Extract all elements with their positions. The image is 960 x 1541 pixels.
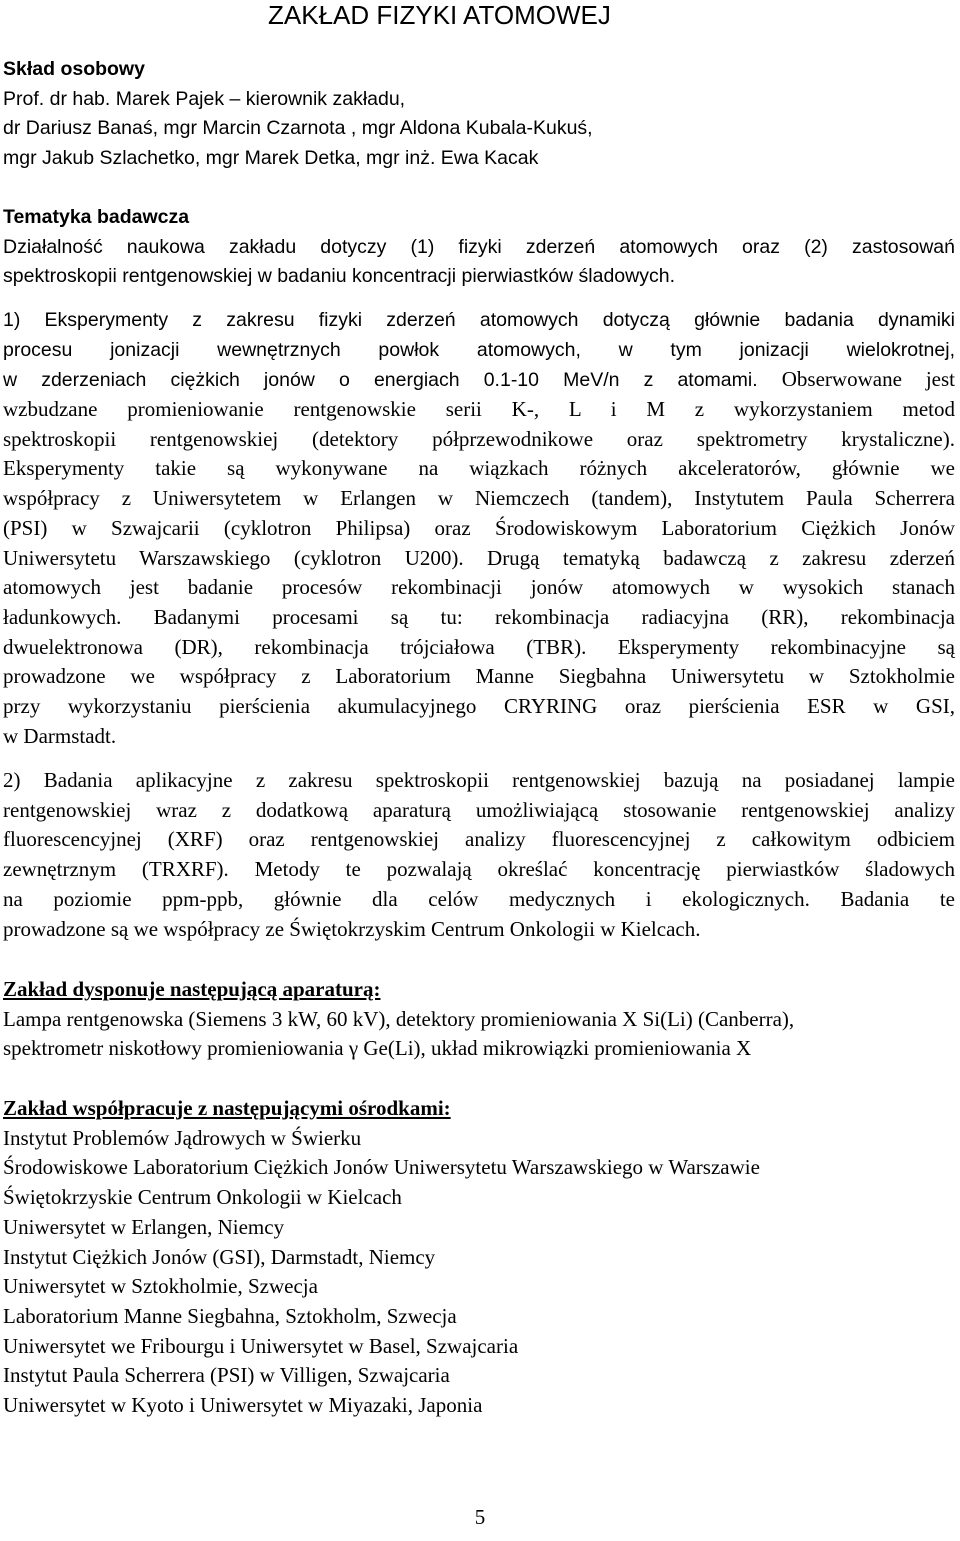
staff-line: dr Dariusz Banaś, mgr Marcin Czarnota , mgr Aldona Kubala-Kukuś, (3, 117, 593, 139)
cooperation-list-item: Uniwersytet w Erlangen, Niemcy (3, 1214, 285, 1239)
equipment-heading: Zakład dysponuje następującą aparaturą: (3, 977, 381, 1001)
paragraph-line: dwuelektronowa (DR), rekombinacja trójciałowa (TBR). Eksperymenty rekombinacyjne są (3, 634, 955, 659)
cooperation-list-item: Uniwersytet w Sztokholmie, Szwecja (3, 1274, 318, 1299)
paragraph-line: zewnętrznym (TRXRF). Metody te pozwalają określać koncentrację pierwiastków śladowych (3, 857, 955, 882)
equipment-section (3, 975, 955, 1064)
paragraph-line: prowadzone są we współpracy ze Świętokrzyskim Centrum Onkologii w Kielcach. (3, 916, 701, 941)
paragraph-line: 2) Badania aplikacyjne z zakresu spektroskopii rentgenowskiej bazują na posiadanej lampie (3, 768, 955, 792)
paragraph-line: Uniwersytetu Warszawskiego (cyklotron U200). Drugą tematyką badawczą z zakresu zderzeń (3, 545, 955, 570)
paragraph-line: 1) Eksperymenty z zakresu fizyki zderzeń atomowych dotyczą głównie badania dynamiki (3, 309, 955, 331)
cooperation-section (3, 1094, 955, 1421)
staff-section (3, 55, 955, 173)
cooperation-list-item: Instytut Paula Scherrera (PSI) w Villigen, Szwajcaria (3, 1363, 450, 1388)
paragraph-line-part: Obserwowane jest (781, 367, 955, 391)
paragraph-line: atomowych jest badanie procesów rekombinacji jonów atomowych w wysokich stanach (3, 575, 955, 600)
paragraph-line-part: w zderzeniach ciężkich jonów o energiach 0.1-10 MeV/n z atomami. (3, 369, 758, 391)
research-heading: Tematyka badawcza (3, 206, 190, 228)
paragraph-1-body (3, 395, 955, 751)
paragraph-line: prowadzone we współpracy z Laboratorium Manne Siegbahna Uniwersytetu w Sztokholmie (3, 664, 955, 689)
cooperation-list-item: Instytut Problemów Jądrowych w Świerku (3, 1125, 362, 1150)
paragraph-line: rentgenowskiej wraz z dodatkową aparaturą umożliwiającą stosowanie rentgenowskiej analizy (3, 797, 955, 822)
paragraph-line: współpracy z Uniwersytetem w Erlangen w Niemczech (tandem), Instytutem Paula Scherrera (3, 486, 955, 511)
cooperation-list-item: Środowiskowe Laboratorium Ciężkich Jonów Uniwersytetu Warszawskiego w Warszawie (3, 1155, 760, 1180)
cooperation-list-item: Uniwersytet we Fribourgu i Uniwersytet w Basel, Szwajcaria (3, 1333, 519, 1358)
research-section (3, 203, 955, 292)
equipment-line: Lampa rentgenowska (Siemens 3 kW, 60 kV), detektory promieniowania X Si(Li) (Canberra), (3, 1006, 795, 1031)
paragraph-line: spektroskopii rentgenowskiej (detektory półprzewodnikowe oraz spektrometry krystaliczne). (3, 426, 955, 451)
research-intro-line: spektroskopii rentgenowskiej w badaniu koncentracji pierwiastków śladowych. (3, 265, 675, 287)
research-intro-line: Działalność naukowa zakładu dotyczy (1) fizyki zderzeń atomowych oraz (2) zastosowań (3, 235, 955, 258)
paragraph-line: na poziomie ppm-ppb, głównie dla celów medycznych i ekologicznych. Badania te (3, 886, 955, 911)
document-title: ZAKŁAD FIZYKI ATOMOWEJ (268, 0, 611, 30)
cooperation-list-item: Instytut Ciężkich Jonów (GSI), Darmstadt, Niemcy (3, 1244, 436, 1269)
paragraph-line: Eksperymenty takie są wykonywane na wiązkach różnych akceleratorów, głównie we (3, 456, 955, 481)
cooperation-list-item: Uniwersytet w Kyoto i Uniwersytet w Miyazaki, Japonia (3, 1393, 483, 1418)
staff-line: Prof. dr hab. Marek Pajek – kierownik zakładu, (3, 87, 406, 110)
paragraph-line-mixed (3, 365, 955, 396)
staff-heading: Skład osobowy (3, 58, 145, 80)
staff-line: mgr Jakub Szlachetko, mgr Marek Detka, mgr inż. Ewa Kacak (3, 146, 539, 169)
paragraph-line: (PSI) w Szwajcarii (cyklotron Philipsa) oraz Środowiskowym Laboratorium Ciężkich Jonów (3, 515, 955, 540)
paragraph-line: procesu jonizacji wewnętrznych powłok atomowych, w tym jonizacji wielokrotnej, (3, 338, 955, 361)
paragraph-line: wzbudzane promieniowanie rentgenowskie serii K-, L i M z wykorzystaniem metod (3, 397, 955, 421)
paragraph-2 (3, 766, 955, 944)
paragraph-line: fluorescencyjnej (XRF) oraz rentgenowskiej analizy fluorescencyjnej z całkowitym odbiciem (3, 827, 955, 852)
paragraph-line: ładunkowych. Badanymi procesami są tu: rekombinacja radiacyjna (RR), rekombinacja (3, 604, 955, 629)
cooperation-heading: Zakład współpracuje z następującymi ośrodkami: (3, 1096, 451, 1120)
paragraph-line: przy wykorzystaniu pierścienia akumulacyjnego CRYRING oraz pierścienia ESR w GSI, (3, 694, 955, 719)
cooperation-list-item: Laboratorium Manne Siegbahna, Sztokholm, Szwecja (3, 1303, 457, 1328)
equipment-line: spektrometr niskotłowy promieniowania γ Ge(Li), układ mikrowiązki promieniowania X (3, 1036, 752, 1061)
paragraph-line: w Darmstadt. (3, 723, 117, 748)
page-number: 5 (474, 1505, 486, 1529)
cooperation-list-item: Świętokrzyskie Centrum Onkologii w Kielcach (3, 1185, 402, 1210)
paragraph-1-intro (3, 306, 955, 396)
